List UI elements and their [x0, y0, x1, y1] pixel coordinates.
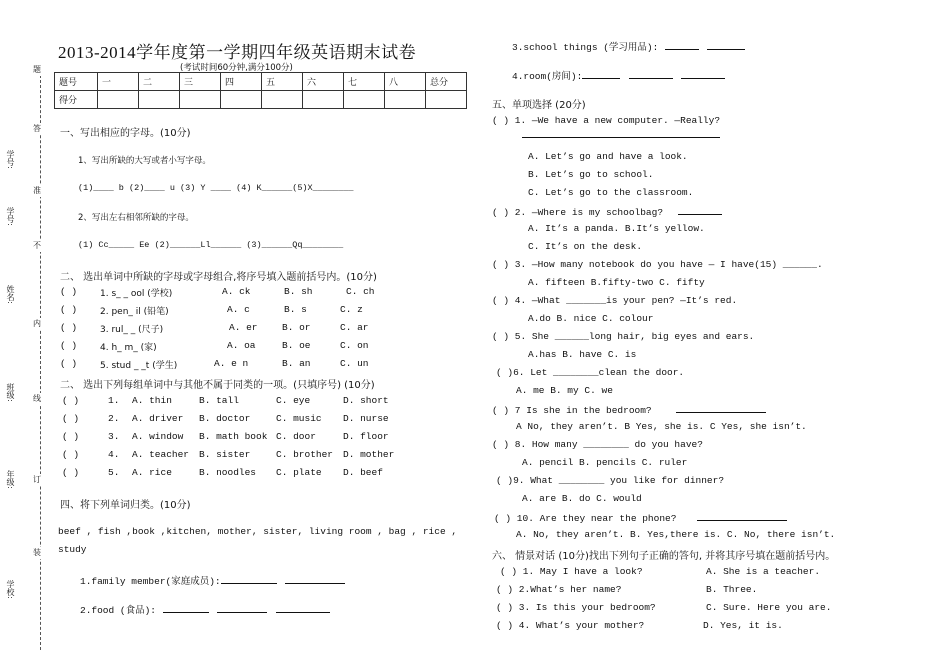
option-c: C. on [340, 340, 369, 351]
option-d: D. mother [343, 449, 395, 460]
option-a: A. rice [132, 467, 172, 478]
option-d: D. nurse [343, 413, 389, 424]
score-table-cell: 五 [262, 73, 303, 91]
score-table-cell: 八 [385, 73, 426, 91]
option-a: A. window [132, 431, 184, 442]
option-c: C. music [276, 413, 322, 424]
category-room-label: 4.room(房间): [512, 71, 583, 82]
option-b: B. noodles [199, 467, 257, 478]
section-1-sub-1: 1、写出所缺的大写或者小写字母。 [78, 156, 211, 166]
option-c: C. plate [276, 467, 322, 478]
score-table-cell: 三 [180, 73, 221, 91]
dialogue-answer: A. She is a teacher. [706, 566, 821, 577]
option-a: A. driver [132, 413, 184, 424]
answer-paren[interactable]: ( ) [62, 431, 80, 442]
dialogue-question: ( ) 4. What’s your mother? [496, 620, 645, 631]
answer-blank[interactable] [276, 603, 330, 613]
category-food-row [80, 602, 330, 616]
question-7: ( ) 7 Is she in the bedroom? [492, 405, 652, 416]
answer-paren[interactable]: ( ) [60, 340, 78, 351]
binding-line [40, 70, 41, 650]
question-1: ( ) 1. —We have a new computer. —Really? [492, 115, 721, 126]
option-a: A. teacher [132, 449, 190, 460]
score-table-cell: 得分 [55, 91, 98, 109]
option-b: B. sister [199, 449, 251, 460]
dialogue-question: ( ) 2.What’s her name? [496, 584, 622, 595]
section-5-heading: 五、单项选择 (20分) [492, 100, 586, 111]
score-table-score-row [55, 91, 467, 109]
score-input-cell[interactable] [139, 91, 180, 109]
item-number: 2. [108, 413, 120, 424]
answer-paren[interactable]: ( ) [62, 413, 80, 424]
option-c: C. un [340, 358, 369, 369]
category-room-row [512, 68, 725, 82]
option-b: B. math book [199, 431, 268, 442]
option-b: B. sh [284, 286, 313, 297]
student-number-label: 学号: [6, 150, 15, 169]
option-line: A. are B. do C. would [522, 493, 642, 504]
binding-mark-top: 题 [33, 65, 41, 74]
binding-mark: 不 [33, 241, 41, 250]
option-line: A. It’s a panda. B.It’s yellow. [528, 223, 705, 234]
option-d: D. floor [343, 431, 389, 442]
page-title: 2013-2014学年度第一学期四年级英语期末试卷 [58, 43, 417, 62]
option-line: A. pencil B. pencils C. ruler [522, 457, 688, 468]
item-number: 3. [108, 431, 120, 442]
question-10-row [494, 511, 787, 524]
answer-blank[interactable] [582, 69, 620, 79]
word-bank-line-1: beef , fish ,book ,kitchen, mother, sister, living room , bag , rice , [58, 526, 458, 537]
answer-paren[interactable]: ( ) [60, 322, 78, 333]
category-school-label: 3.school things (学习用品): [512, 42, 659, 53]
option-line: A. Let’s go and have a look. [528, 151, 688, 162]
option-b: B. doctor [199, 413, 251, 424]
option-b: B. or [282, 322, 311, 333]
school-label: 学校: [6, 580, 15, 599]
answer-blank[interactable] [676, 403, 766, 413]
question-10: ( ) 10. Are they near the phone? [494, 513, 677, 524]
option-line: A No, they aren’t. B Yes, she is. C Yes, she isn’t. [516, 421, 807, 432]
answer-blank[interactable] [681, 69, 725, 79]
section-2-question: 5. stud _ _t (学生) [100, 361, 178, 371]
answer-blank[interactable] [707, 40, 745, 50]
name-label: 姓名: [6, 285, 15, 304]
score-table-cell: 六 [303, 73, 344, 91]
question-9: ( )9. What ________ you like for dinner? [496, 475, 725, 486]
score-table-header-row [55, 73, 467, 91]
option-line: A. No, they aren’t. B. Yes,there is. C. No, there isn’t. [516, 529, 836, 540]
answer-blank[interactable] [221, 574, 277, 584]
answer-paren[interactable]: ( ) [60, 304, 78, 315]
question-4: ( ) 4. —What _______is your pen? —It’s red. [492, 295, 738, 306]
option-line: A.has B. have C. is [528, 349, 637, 360]
option-a: A. e n [214, 358, 249, 369]
question-2: ( ) 2. —Where is my schoolbag? [492, 207, 664, 218]
option-d: D. short [343, 395, 389, 406]
option-b: B. s [284, 304, 307, 315]
exam-subtitle: (考试时间60分钟,满分100分) [180, 63, 293, 73]
question-7-row [492, 403, 766, 416]
score-table-cell: 七 [344, 73, 385, 91]
category-school-row [512, 39, 745, 53]
option-line: A. fifteen B.fifty-two C. fifty [528, 277, 705, 288]
answer-paren[interactable]: ( ) [60, 286, 78, 297]
binding-mark: 准 [33, 186, 41, 195]
dialogue-question: ( ) 3. Is this your bedroom? [496, 602, 656, 613]
grade-label: 年级: [6, 470, 15, 489]
score-table-cell: 一 [98, 73, 139, 91]
binding-mark: 答 [33, 124, 41, 133]
score-table-cell: 题号 [55, 73, 98, 91]
option-b: B. an [282, 358, 311, 369]
section-2-question: 1. s_ _ ool (学校) [100, 289, 173, 299]
section-1-heading: 一、写出相应的字母。(10分) [60, 128, 191, 139]
section-2-question: 2. pen_ il (铅笔) [100, 307, 169, 317]
section-3-heading: 二、 选出下列每组单词中与其他不属于同类的一项。(只填序号) (10分) [60, 380, 375, 391]
question-5: ( ) 5. She ______long hair, big eyes and ears. [492, 331, 755, 342]
option-a: A. er [229, 322, 258, 333]
option-line: C. It’s on the desk. [528, 241, 643, 252]
option-c: C. eye [276, 395, 311, 406]
option-line: C. Let’s go to the classroom. [528, 187, 694, 198]
section-6-heading: 六、 情景对话 (10分)找出下列句子正确的答句, 并将其序号填在题前括号内。 [492, 551, 836, 562]
binding-mark: 装 [33, 548, 41, 557]
item-number: 4. [108, 449, 120, 460]
binding-mark: 订 [33, 475, 41, 484]
section-2-question: 3. rul_ _ (尺子) [100, 325, 164, 335]
section-2-heading: 二、 选出单词中所缺的字母或字母组合,将序号填入题前括号内。(10分) [60, 272, 377, 283]
category-family-label: 1.family member(家庭成员): [80, 576, 221, 587]
answer-blank[interactable] [217, 603, 267, 613]
score-input-cell[interactable] [98, 91, 139, 109]
category-family-row [80, 573, 345, 587]
item-number: 5. [108, 467, 120, 478]
dialogue-answer: C. Sure. Here you are. [706, 602, 832, 613]
class-label: 班级: [6, 383, 15, 402]
option-line: A. me B. my C. we [516, 385, 613, 396]
dialogue-answer: B. Three. [706, 584, 758, 595]
score-input-cell[interactable] [262, 91, 303, 109]
item-number: 1. [108, 395, 120, 406]
score-input-cell[interactable] [426, 91, 467, 109]
score-table-cell: 四 [221, 73, 262, 91]
answer-paren[interactable]: ( ) [62, 467, 80, 478]
option-a: A. ck [222, 286, 251, 297]
section-4-heading: 四、将下列单词归类。(10分) [60, 500, 191, 511]
answer-blank[interactable] [678, 205, 722, 215]
option-c: C. ar [340, 322, 369, 333]
question-6: ( )6. Let ________clean the door. [496, 367, 685, 378]
section-1-sub-2: 2、写出左右相邻所缺的字母。 [78, 213, 194, 223]
question-8: ( ) 8. How many ________ do you have? [492, 439, 703, 450]
option-line: A.do B. nice C. colour [528, 313, 654, 324]
score-table-cell: 二 [139, 73, 180, 91]
option-line: B. Let’s go to school. [528, 169, 654, 180]
answer-blank[interactable] [665, 40, 699, 50]
option-c: C. brother [276, 449, 334, 460]
score-input-cell[interactable] [180, 91, 221, 109]
section-1-line-2: (1) Cc_____ Ee (2)______Ll______ (3)______Qq________ [78, 240, 344, 250]
option-c: C. z [340, 304, 363, 315]
question-3: ( ) 3. —How many notebook do you have — I have(15) ______. [492, 259, 823, 270]
answer-paren[interactable]: ( ) [62, 395, 80, 406]
answer-paren[interactable]: ( ) [60, 358, 78, 369]
answer-blank[interactable] [285, 574, 345, 584]
section-2-question: 4. h_ m_ (家) [100, 343, 157, 353]
score-input-cell[interactable] [385, 91, 426, 109]
score-input-cell[interactable] [344, 91, 385, 109]
dialogue-answer: D. Yes, it is. [703, 620, 783, 631]
answer-blank[interactable] [163, 603, 209, 613]
option-d: D. beef [343, 467, 383, 478]
question-2-row [492, 205, 722, 218]
option-b: B. tall [199, 395, 239, 406]
score-table-cell: 总分 [426, 73, 467, 91]
option-c: C. door [276, 431, 316, 442]
word-bank-line-2: study [58, 544, 87, 555]
answer-blank[interactable] [697, 511, 787, 521]
score-input-cell[interactable] [221, 91, 262, 109]
option-a: A. thin [132, 395, 172, 406]
binding-mark: 线 [33, 394, 41, 403]
option-a: A. oa [227, 340, 256, 351]
binding-mark: 内 [33, 319, 41, 328]
score-input-cell[interactable] [303, 91, 344, 109]
answer-paren[interactable]: ( ) [62, 449, 80, 460]
student-number-label: 学号: [6, 207, 15, 226]
section-1-line-1: (1)____ b (2)____ u (3) Y ____ (4) K______(5)X________ [78, 183, 354, 193]
category-food-label: 2.food (食品): [80, 605, 157, 616]
option-c: C. ch [346, 286, 375, 297]
score-table [54, 72, 467, 109]
answer-line[interactable] [522, 137, 720, 138]
option-b: B. oe [282, 340, 311, 351]
answer-blank[interactable] [629, 69, 673, 79]
option-a: A. c [227, 304, 250, 315]
dialogue-question: ( ) 1. May I have a look? [500, 566, 643, 577]
